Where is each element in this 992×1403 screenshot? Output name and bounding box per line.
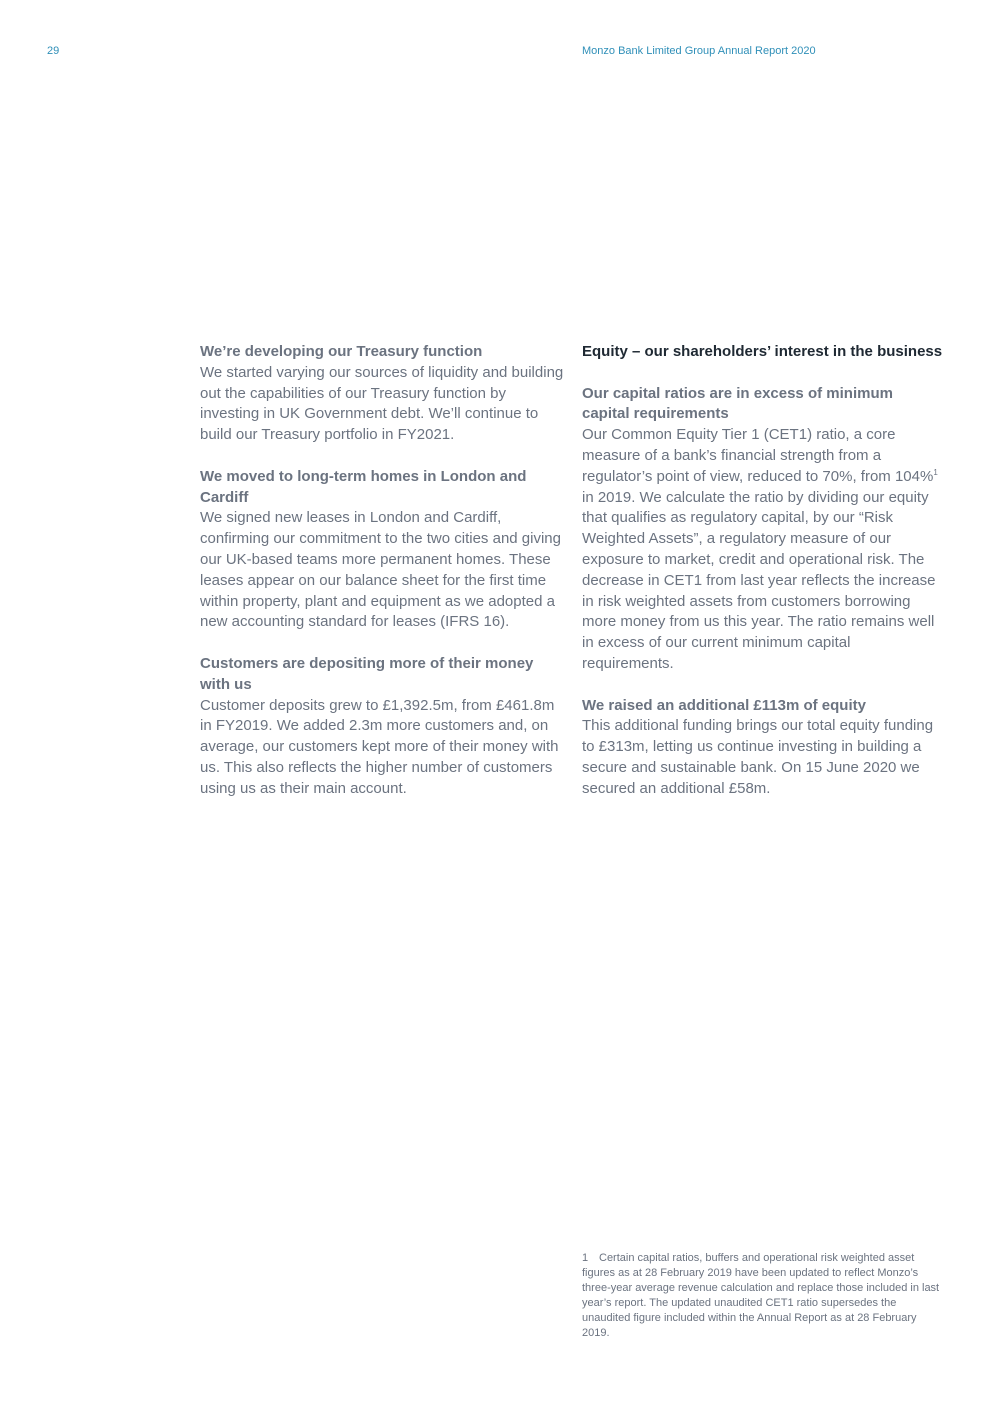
footnote-text: Certain capital ratios, buffers and operational risk weighted asset figures as at 28 February 2019 have been updated to reflect Monzo’s three-year average revenue calculation and replace those included in last year’s report. The updated unaudited CET1 ratio supersedes the unaudited figure included within the Annual Report as at 28 February 2019. bbox=[582, 1252, 940, 1339]
section-body: Customer deposits grew to £1,392.5m, from £461.8m in FY2019. We added 2.3m more customers and, on average, our customers kept more of their money with us. This also reflects the higher number of customers using us as their main account. bbox=[200, 696, 559, 797]
section-heading: We moved to long-term homes in London and Cardiff bbox=[200, 467, 527, 506]
section-deposits bbox=[200, 654, 565, 800]
footnote bbox=[582, 1251, 944, 1341]
footnote-number: 1 bbox=[582, 1252, 589, 1264]
section-heading: We’re developing our Treasury function bbox=[200, 343, 483, 360]
section-body: We signed new leases in London and Cardiff, confirming our commitment to the two cities and giving our UK-based teams more permanent homes. These leases appear on our balance sheet for the first time within property, plant and equipment as we adopted a new accounting standard for leases (IFRS 16). bbox=[200, 509, 561, 631]
section-body: This additional funding brings our total equity funding to £313m, letting us continue investing in building a secure and sustainable bank. On 15 June 2020 we secured an additional £58m. bbox=[582, 717, 934, 797]
section-homes bbox=[200, 467, 565, 633]
section-heading: We raised an additional £113m of equity bbox=[582, 696, 866, 714]
page-number: 29 bbox=[47, 45, 60, 57]
section-title: Equity – our shareholders’ interest in the business bbox=[582, 343, 943, 360]
section-heading: Our capital ratios are in excess of minimum capital requirements bbox=[582, 384, 893, 423]
footnote-reference: 1 bbox=[933, 467, 938, 477]
report-title: Monzo Bank Limited Group Annual Report 2020 bbox=[582, 45, 816, 57]
right-column bbox=[582, 342, 944, 820]
section-body bbox=[582, 425, 944, 675]
section-heading: Customers are depositing more of their money with us bbox=[200, 654, 534, 693]
section-equity-raised bbox=[582, 696, 944, 800]
section-capital-ratios bbox=[582, 384, 944, 675]
body-text: Our Common Equity Tier 1 (CET1) ratio, a core measure of a bank’s financial strength from a regulator’s point of view, reduced to 70%, from 104% bbox=[582, 426, 934, 485]
body-text: in 2019. We calculate the ratio by dividing our equity that qualifies as regulatory capital, by our “Risk Weighted Assets”, a regulatory measure of our exposure to market, credit and operational risk. The decrease in CET1 from last year reflects the increase in risk weighted assets from customers borrowing more money from us this year. The ratio remains well in excess of our current minimum capital requirements. bbox=[582, 488, 936, 672]
section-treasury bbox=[200, 342, 565, 446]
section-equity-title bbox=[582, 342, 944, 363]
left-column bbox=[200, 342, 565, 820]
section-body: We started varying our sources of liquidity and building out the capabilities of our Treasury function by investing in UK Government debt. We’ll continue to build our Treasury portfolio in FY2021. bbox=[200, 363, 564, 444]
